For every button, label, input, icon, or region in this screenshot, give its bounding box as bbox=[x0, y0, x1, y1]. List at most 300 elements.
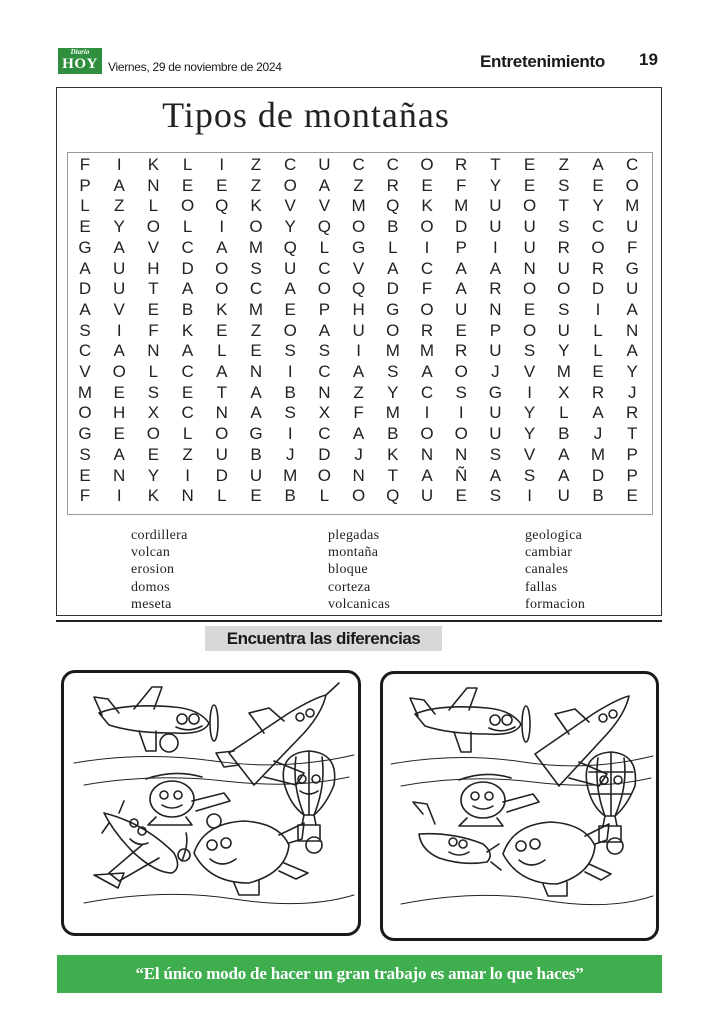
grid-letter: V bbox=[523, 444, 536, 464]
word-list-item: meseta bbox=[131, 596, 172, 612]
grid-letter: N bbox=[626, 320, 639, 340]
grid-letter: M bbox=[385, 403, 400, 423]
grid-letter: J bbox=[593, 424, 603, 444]
grid-letter: S bbox=[523, 341, 536, 361]
grid-letter: P bbox=[626, 465, 638, 485]
grid-letter: R bbox=[591, 258, 605, 278]
grid-letter: O bbox=[454, 362, 468, 381]
grid-letter: U bbox=[489, 217, 502, 237]
grid-letter: C bbox=[318, 424, 331, 444]
grid-letter: U bbox=[249, 465, 263, 485]
grid-letter: M bbox=[590, 444, 606, 464]
grid-letter: S bbox=[523, 465, 536, 485]
grid-letter: L bbox=[148, 362, 159, 381]
grid-letter: F bbox=[455, 175, 467, 195]
grid-letter: U bbox=[113, 279, 126, 299]
grid-letter: L bbox=[182, 155, 193, 174]
grid-letter: E bbox=[250, 486, 262, 506]
grid-letter: X bbox=[558, 382, 570, 402]
grid-letter: C bbox=[181, 237, 194, 257]
grid-letter: V bbox=[284, 196, 296, 216]
grid-letter: S bbox=[558, 217, 570, 237]
grid-letter: U bbox=[489, 196, 502, 216]
grid-letter: L bbox=[319, 486, 330, 506]
grid-letter: M bbox=[351, 196, 366, 216]
grid-letter: E bbox=[216, 320, 228, 340]
publication-date: Viernes, 29 de noviembre de 2024 bbox=[108, 60, 282, 74]
logo-small-text: Diario bbox=[70, 48, 90, 56]
grid-letter: A bbox=[250, 403, 262, 423]
grid-letter: O bbox=[146, 217, 160, 237]
grid-letter: E bbox=[181, 382, 194, 402]
grid-letter: Q bbox=[386, 196, 400, 216]
grid-letter: A bbox=[455, 279, 467, 299]
grid-letter: E bbox=[181, 175, 194, 195]
grid-letter: M bbox=[77, 382, 93, 402]
word-list-item: corteza bbox=[328, 579, 371, 595]
grid-letter: T bbox=[558, 196, 569, 216]
grid-letter: F bbox=[421, 279, 433, 299]
grid-letter: O bbox=[180, 196, 195, 216]
page-number: 19 bbox=[639, 50, 658, 69]
grid-letter: A bbox=[181, 341, 194, 361]
word-list-item: domos bbox=[131, 579, 170, 595]
grid-letter: A bbox=[421, 362, 433, 381]
grid-letter: G bbox=[488, 382, 502, 402]
grid-letter: Ñ bbox=[455, 465, 468, 485]
grid-letter: L bbox=[148, 196, 159, 216]
grid-letter: E bbox=[216, 175, 228, 195]
grid-letter: R bbox=[386, 175, 399, 195]
grid-letter: O bbox=[454, 424, 468, 444]
grid-letter: O bbox=[557, 279, 571, 299]
grid-letter: I bbox=[595, 299, 601, 319]
grid-letter: R bbox=[489, 279, 502, 299]
grid-letter: K bbox=[387, 444, 399, 464]
grid-letter: K bbox=[147, 486, 160, 506]
grid-letter: T bbox=[216, 382, 227, 402]
grid-letter: M bbox=[454, 196, 469, 216]
grid-letter: R bbox=[591, 382, 605, 402]
grid-letter: F bbox=[79, 486, 91, 506]
grid-letter: K bbox=[216, 299, 228, 319]
grid-letter: U bbox=[489, 424, 502, 444]
grid-letter: A bbox=[216, 237, 228, 257]
grid-letter: O bbox=[215, 258, 229, 278]
grid-letter: I bbox=[185, 465, 190, 485]
grid-letter: Y bbox=[558, 341, 570, 361]
grid-letter: C bbox=[420, 382, 434, 402]
grid-letter: E bbox=[284, 299, 296, 319]
grid-letter: O bbox=[317, 279, 331, 299]
grid-letter: U bbox=[113, 258, 126, 278]
word-list-item: fallas bbox=[525, 579, 558, 595]
grid-letter: Q bbox=[215, 196, 229, 216]
grid-letter: E bbox=[455, 320, 467, 340]
grid-letter: U bbox=[557, 258, 570, 278]
grid-letter: G bbox=[78, 424, 92, 444]
grid-letter: I bbox=[424, 403, 430, 423]
grid-letter: A bbox=[626, 299, 638, 319]
grid-letter: T bbox=[490, 155, 501, 174]
grid-letter: H bbox=[113, 403, 126, 423]
grid-letter: Z bbox=[113, 196, 125, 216]
grid-letter: E bbox=[113, 382, 125, 402]
grid-letter: A bbox=[352, 424, 365, 444]
grid-letter: U bbox=[455, 299, 468, 319]
grid-letter: O bbox=[522, 320, 537, 340]
grid-letter: A bbox=[113, 341, 125, 361]
grid-letter: U bbox=[626, 279, 639, 299]
grid-letter: E bbox=[113, 424, 125, 444]
grid-letter: F bbox=[79, 155, 91, 174]
grid-letter: G bbox=[249, 424, 263, 444]
section-title: Entretenimiento bbox=[480, 52, 605, 71]
grid-letter: J bbox=[285, 444, 295, 464]
grid-letter: P bbox=[79, 175, 91, 195]
grid-letter: C bbox=[386, 155, 399, 174]
word-list-item: geologica bbox=[525, 528, 583, 543]
grid-letter: D bbox=[591, 465, 605, 485]
grid-letter: C bbox=[249, 279, 263, 299]
grid-letter: O bbox=[420, 155, 434, 174]
letter-grid bbox=[67, 152, 653, 515]
grid-letter: O bbox=[420, 299, 434, 319]
grid-letter: E bbox=[523, 175, 536, 195]
grid-letter: K bbox=[181, 320, 194, 340]
grid-letter: I bbox=[287, 362, 293, 381]
grid-letter: A bbox=[489, 465, 502, 485]
grid-letter: B bbox=[284, 382, 296, 402]
grid-letter: O bbox=[146, 424, 160, 444]
word-list-item: montaña bbox=[328, 545, 379, 561]
grid-letter: M bbox=[419, 341, 435, 361]
grid-letter: N bbox=[489, 299, 502, 319]
grid-letter: A bbox=[113, 175, 125, 195]
grid-letter: O bbox=[420, 424, 434, 444]
grid-letter: C bbox=[181, 403, 194, 423]
grid-letter: E bbox=[421, 175, 433, 195]
grid-letter: R bbox=[626, 403, 639, 423]
grid-letter: O bbox=[78, 403, 92, 423]
grid-letter: N bbox=[147, 175, 160, 195]
grid-letter: E bbox=[523, 299, 536, 319]
grid-letter: V bbox=[318, 196, 331, 216]
grid-letter: B bbox=[387, 424, 399, 444]
grid-letter: U bbox=[318, 155, 331, 174]
grid-letter: H bbox=[147, 258, 160, 278]
grid-letter: E bbox=[147, 444, 160, 464]
grid-letter: A bbox=[79, 299, 91, 319]
grid-letter: L bbox=[559, 403, 569, 423]
grid-letter: C bbox=[181, 362, 194, 381]
grid-letter: K bbox=[250, 196, 262, 216]
grid-letter: F bbox=[626, 237, 638, 257]
grid-letter: U bbox=[489, 341, 502, 361]
grid-letter: Y bbox=[147, 465, 160, 485]
grid-letter: M bbox=[248, 299, 264, 319]
grid-letter: O bbox=[215, 424, 229, 444]
grid-letter: Q bbox=[351, 279, 366, 299]
grid-letter: V bbox=[147, 237, 160, 257]
grid-letter: K bbox=[421, 196, 433, 216]
grid-letter: U bbox=[489, 403, 502, 423]
newspaper-logo bbox=[58, 48, 102, 74]
grid-letter: L bbox=[182, 217, 193, 237]
grid-letter: I bbox=[116, 155, 122, 174]
grid-letter: M bbox=[283, 465, 298, 485]
grid-letter: O bbox=[351, 217, 366, 237]
grid-letter: Y bbox=[284, 217, 296, 237]
grid-letter: I bbox=[287, 424, 293, 444]
grid-letter: O bbox=[112, 362, 126, 381]
word-list-item: plegadas bbox=[328, 528, 380, 543]
grid-letter: N bbox=[523, 258, 536, 278]
grid-letter: G bbox=[351, 237, 366, 257]
grid-letter: A bbox=[421, 465, 433, 485]
grid-letter: V bbox=[352, 258, 365, 278]
word-list-item: cordillera bbox=[131, 528, 188, 543]
grid-letter: A bbox=[352, 362, 365, 381]
grid-letter: G bbox=[78, 237, 92, 257]
grid-letter: X bbox=[147, 403, 160, 423]
grid-letter: S bbox=[489, 444, 502, 464]
grid-letter: S bbox=[79, 444, 91, 464]
grid-letter: U bbox=[420, 486, 434, 506]
grid-letter: A bbox=[216, 362, 228, 381]
section-divider bbox=[56, 620, 662, 622]
aircraft-illustration-right bbox=[383, 674, 656, 938]
grid-letter: C bbox=[626, 155, 639, 174]
grid-letter: U bbox=[523, 237, 536, 257]
grid-letter: O bbox=[317, 465, 331, 485]
grid-letter: I bbox=[527, 382, 532, 402]
word-search-title: Tipos de montañas bbox=[162, 95, 450, 135]
grid-letter: L bbox=[593, 320, 603, 340]
grid-letter: T bbox=[148, 279, 159, 299]
grid-letter: B bbox=[592, 486, 604, 506]
grid-letter: A bbox=[489, 258, 502, 278]
grid-letter: U bbox=[284, 258, 297, 278]
grid-letter: R bbox=[455, 155, 468, 174]
word-list-item: volcanicas bbox=[328, 596, 391, 612]
grid-letter: B bbox=[181, 299, 194, 319]
grid-letter: E bbox=[147, 299, 160, 319]
grid-letter: N bbox=[249, 362, 263, 381]
grid-letter: C bbox=[284, 155, 297, 174]
grid-letter: A bbox=[558, 444, 570, 464]
grid-letter: M bbox=[248, 237, 264, 257]
grid-letter: R bbox=[420, 320, 434, 340]
grid-letter: S bbox=[558, 175, 570, 195]
grid-letter: I bbox=[116, 486, 122, 506]
grid-letter: I bbox=[219, 217, 225, 237]
grid-letter: A bbox=[387, 258, 399, 278]
grid-letter: A bbox=[284, 279, 296, 299]
differences-title: Encuentra las diferencias bbox=[205, 626, 442, 651]
grid-letter: N bbox=[215, 403, 228, 423]
grid-letter: Z bbox=[182, 444, 193, 464]
logo-big-text: HOY bbox=[62, 56, 98, 72]
grid-letter: R bbox=[557, 237, 570, 257]
grid-letter: D bbox=[591, 279, 605, 299]
grid-letter: M bbox=[385, 341, 400, 361]
grid-letter: A bbox=[318, 320, 331, 340]
grid-letter: Y bbox=[387, 382, 399, 402]
grid-letter: E bbox=[626, 486, 638, 506]
grid-letter: Y bbox=[113, 217, 125, 237]
grid-letter: N bbox=[113, 465, 126, 485]
grid-letter: O bbox=[249, 217, 263, 237]
grid-letter: O bbox=[283, 320, 297, 340]
grid-letter: S bbox=[79, 320, 91, 340]
grid-letter: D bbox=[318, 444, 331, 464]
grid-letter: D bbox=[78, 279, 92, 299]
grid-letter: A bbox=[592, 403, 604, 423]
grid-letter: Z bbox=[250, 320, 262, 340]
word-list-item: erosion bbox=[131, 562, 175, 578]
grid-letter: I bbox=[219, 155, 225, 174]
grid-letter: E bbox=[455, 486, 467, 506]
grid-letter: S bbox=[558, 299, 570, 319]
grid-letter: V bbox=[523, 362, 536, 381]
grid-letter: M bbox=[625, 196, 640, 216]
grid-letter: U bbox=[557, 486, 570, 506]
grid-letter: C bbox=[318, 258, 331, 278]
aircraft-illustration-left bbox=[64, 673, 358, 933]
grid-letter: A bbox=[558, 465, 570, 485]
grid-letter: L bbox=[182, 424, 193, 444]
grid-letter: S bbox=[147, 382, 160, 402]
grid-letter: P bbox=[318, 299, 331, 319]
differences-picture-left bbox=[61, 670, 361, 936]
grid-letter: O bbox=[591, 237, 605, 257]
grid-letter: L bbox=[593, 341, 603, 361]
grid-letter: S bbox=[387, 362, 399, 381]
grid-letter: D bbox=[181, 258, 194, 278]
differences-picture-right bbox=[380, 671, 659, 941]
grid-letter: U bbox=[523, 217, 536, 237]
grid-letter: U bbox=[626, 217, 639, 237]
grid-letter: A bbox=[318, 175, 331, 195]
grid-letter: G bbox=[625, 258, 639, 278]
grid-letter: O bbox=[420, 217, 434, 237]
grid-letter: C bbox=[78, 341, 92, 361]
grid-letter: V bbox=[79, 362, 91, 381]
grid-letter: I bbox=[116, 320, 122, 340]
grid-letter: A bbox=[113, 237, 125, 257]
grid-letter: L bbox=[80, 196, 90, 216]
grid-letter: E bbox=[79, 465, 91, 485]
word-list-item: formacion bbox=[525, 596, 586, 612]
grid-letter: N bbox=[352, 465, 365, 485]
grid-letter: F bbox=[148, 320, 159, 340]
grid-letter: A bbox=[455, 258, 467, 278]
grid-letter: Z bbox=[250, 155, 262, 174]
grid-letter: E bbox=[79, 217, 91, 237]
grid-letter: Y bbox=[523, 424, 536, 444]
grid-letter: C bbox=[591, 217, 605, 237]
grid-letter: A bbox=[113, 444, 125, 464]
grid-letter: H bbox=[352, 299, 365, 319]
grid-letter: I bbox=[424, 237, 430, 257]
grid-letter: N bbox=[181, 486, 194, 506]
grid-letter: Z bbox=[353, 175, 364, 195]
grid-letter: F bbox=[353, 403, 364, 423]
grid-letter: L bbox=[319, 237, 330, 257]
grid-letter: L bbox=[217, 341, 227, 361]
grid-letter: I bbox=[458, 403, 464, 423]
grid-letter: E bbox=[250, 341, 262, 361]
grid-letter: S bbox=[284, 341, 296, 361]
grid-letter: E bbox=[592, 175, 604, 195]
grid-letter: G bbox=[386, 299, 400, 319]
grid-letter: Y bbox=[523, 403, 536, 423]
grid-letter: C bbox=[420, 258, 434, 278]
grid-letter: B bbox=[558, 424, 570, 444]
grid-letter: I bbox=[356, 341, 361, 361]
grid-letter: X bbox=[318, 403, 331, 423]
grid-letter: Z bbox=[250, 175, 262, 195]
grid-letter: O bbox=[351, 486, 366, 506]
quote-banner: “El único modo de hacer un gran trabajo es amar lo que haces” bbox=[57, 955, 662, 993]
grid-letter: U bbox=[215, 444, 228, 464]
grid-letter: Y bbox=[489, 175, 502, 195]
grid-letter: Z bbox=[558, 155, 569, 174]
grid-letter: D bbox=[215, 465, 228, 485]
grid-letter: P bbox=[489, 320, 502, 340]
grid-letter: V bbox=[113, 299, 125, 319]
word-list-item: volcan bbox=[131, 545, 171, 561]
grid-letter: O bbox=[522, 196, 537, 216]
grid-letter: O bbox=[625, 175, 639, 195]
grid-letter: E bbox=[523, 155, 536, 174]
word-list-item: canales bbox=[525, 562, 569, 578]
grid-letter: Q bbox=[283, 237, 297, 257]
grid-letter: J bbox=[354, 444, 363, 464]
grid-letter: A bbox=[79, 258, 91, 278]
grid-letter: A bbox=[592, 155, 604, 174]
grid-letter: O bbox=[522, 279, 537, 299]
grid-letter: D bbox=[455, 217, 468, 237]
grid-letter: T bbox=[387, 465, 398, 485]
grid-letter: R bbox=[455, 341, 468, 361]
grid-letter: S bbox=[489, 486, 502, 506]
grid-letter: I bbox=[527, 486, 532, 506]
grid-letter: Y bbox=[592, 196, 604, 216]
grid-letter: A bbox=[626, 341, 638, 361]
grid-letter: I bbox=[493, 237, 498, 257]
word-search-puzzle bbox=[56, 87, 662, 616]
grid-letter: B bbox=[250, 444, 262, 464]
grid-letter: Z bbox=[353, 382, 364, 402]
grid-letter: S bbox=[455, 382, 467, 402]
grid-letter: Q bbox=[386, 486, 400, 506]
grid-letter: L bbox=[388, 237, 398, 257]
grid-letter: C bbox=[352, 155, 365, 174]
grid-letter: S bbox=[250, 258, 262, 278]
grid-letter: J bbox=[491, 362, 500, 381]
word-list-item: cambiar bbox=[525, 545, 573, 561]
grid-letter: S bbox=[284, 403, 296, 423]
grid-letter: L bbox=[217, 486, 227, 506]
grid-letter: U bbox=[557, 320, 570, 340]
grid-letter: K bbox=[147, 155, 160, 174]
grid-letter: T bbox=[626, 424, 638, 444]
grid-letter: M bbox=[556, 362, 571, 381]
grid-letter: A bbox=[250, 382, 262, 402]
grid-letter: O bbox=[215, 279, 229, 299]
